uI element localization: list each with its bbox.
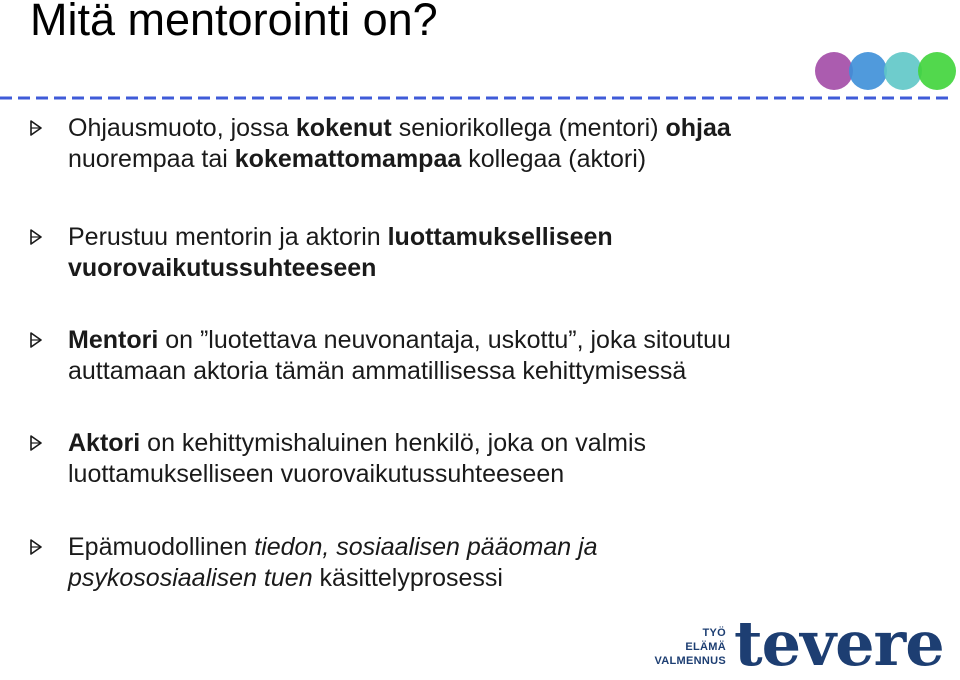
- bullet-text-segment: kollegaa (aktori): [461, 145, 647, 173]
- bullet-item: [68, 532, 928, 594]
- bullet-line: [68, 325, 928, 356]
- bullet-line: [68, 459, 928, 490]
- bullet-text-segment: Epämuodollinen: [68, 533, 255, 561]
- bullet-item: [68, 222, 928, 284]
- bullet-text-segment: Aktori: [68, 429, 141, 457]
- bullet-text-segment: Perustuu mentorin ja aktorin: [68, 223, 388, 251]
- title-divider: [0, 96, 950, 100]
- bullet-line: [68, 428, 928, 459]
- circle-green: [918, 52, 956, 90]
- bullet-text-segment: seniorikollega (mentori): [391, 114, 666, 142]
- bullet-text-segment: Mentori: [68, 326, 159, 354]
- bullet-item: [68, 428, 928, 490]
- circle-blue: [849, 52, 887, 90]
- bullet-text-segment: käsittelyprosessi: [312, 564, 503, 592]
- logo-wordmark: tevere: [734, 607, 944, 680]
- page-title: Mitä mentorointi on?: [30, 0, 438, 45]
- bullet-text-segment: luottamukselliseen: [387, 223, 613, 251]
- bullet-text-segment: psykososiaalisen tuen: [68, 564, 313, 592]
- tevere-logo: [654, 607, 954, 680]
- bullet-text-segment: on kehittymishaluinen henkilö, joka on valmis: [140, 429, 647, 457]
- bullet-item: [68, 113, 928, 175]
- arrow-bullet-icon: [29, 539, 43, 555]
- decorative-circles: [812, 46, 960, 96]
- logo-tagline-line: ELÄMÄ: [685, 641, 726, 653]
- bullet-text-segment: Ohjausmuoto, jossa: [68, 114, 296, 142]
- bullet-item: [68, 325, 928, 387]
- circle-teal: [884, 52, 922, 90]
- bullet-text-segment: tiedon, sosiaalisen pääoman ja: [254, 533, 598, 561]
- bullet-line: [68, 144, 928, 175]
- arrow-bullet-icon: [29, 435, 43, 451]
- arrow-bullet-icon: [29, 332, 43, 348]
- bullet-text-segment: nuorempaa tai: [68, 145, 235, 173]
- bullet-line: [68, 253, 928, 284]
- bullet-text-segment: luottamukselliseen vuorovaikutussuhteeseen: [68, 460, 565, 488]
- bullet-text-segment: on ”luotettava neuvonantaja, uskottu”, joka sitoutuu: [158, 326, 731, 354]
- bullet-text-segment: kokenut: [295, 114, 392, 142]
- bullet-line: [68, 532, 928, 563]
- bullet-line: [68, 563, 928, 594]
- bullet-line: [68, 222, 928, 253]
- logo-tagline-line: TYÖ: [702, 627, 726, 639]
- arrow-bullet-icon: [29, 229, 43, 245]
- bullet-text-segment: vuorovaikutussuhteeseen: [68, 254, 377, 282]
- bullet-text-segment: kokemattomampaa: [234, 145, 462, 173]
- circle-purple: [815, 52, 853, 90]
- logo-tagline-line: VALMENNUS: [654, 655, 726, 667]
- bullet-line: [68, 113, 928, 144]
- bullet-line: [68, 356, 928, 387]
- arrow-bullet-icon: [29, 120, 43, 136]
- bullet-text-segment: auttamaan aktoria tämän ammatillisessa kehittymisessä: [68, 357, 687, 385]
- bullet-text-segment: ohjaa: [665, 114, 731, 142]
- logo-tagline: [654, 626, 726, 668]
